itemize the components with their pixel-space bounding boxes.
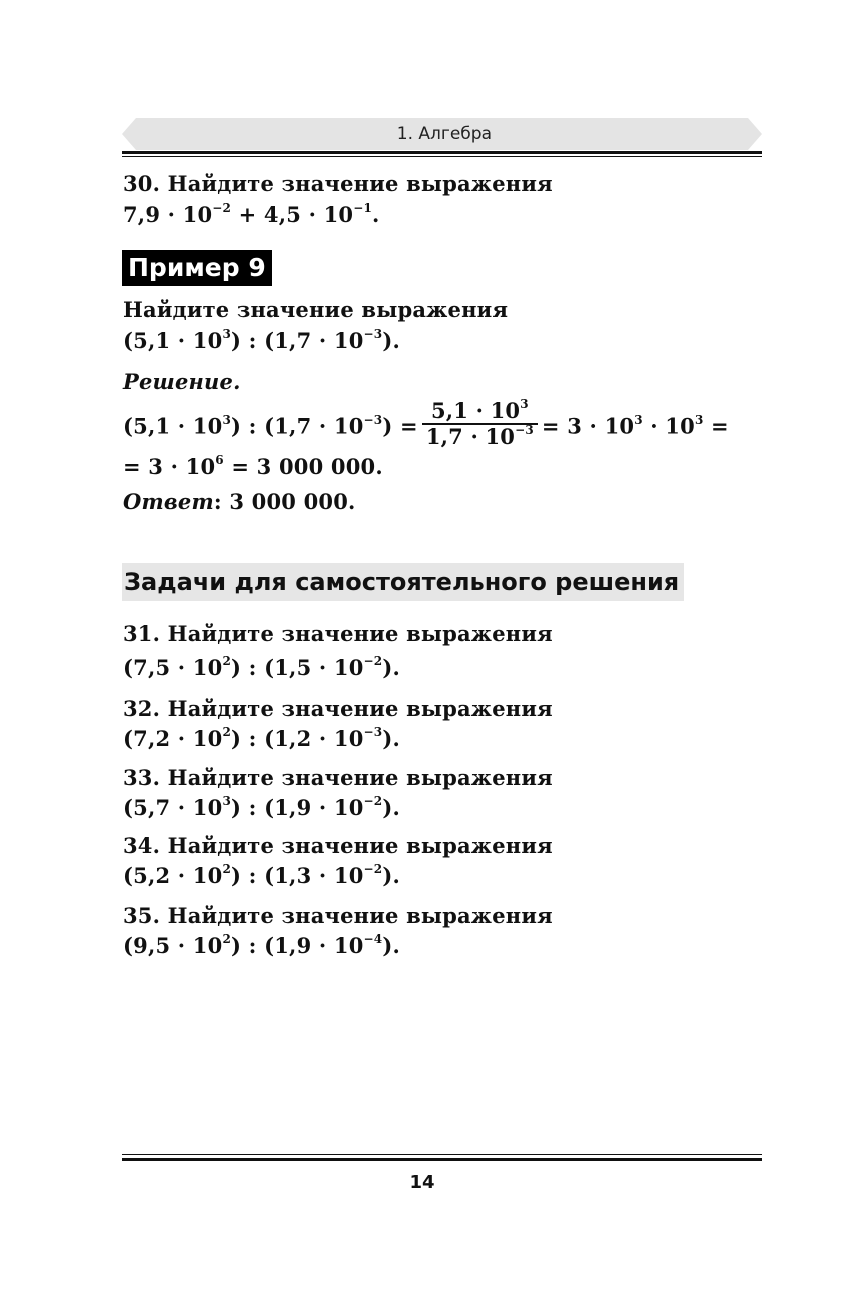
solution-line-1: $(5,1 \cdot 10^3)$ : $(1,7 \cdot 10^{-3})$ = $\frac{5,1 \cdot 10^3}{1,7 \cdot 10^{-3}}$ = $3 \cdot 10^3 \cdot 10^3$ =: [123, 397, 729, 449]
footer-rule-thin: [122, 1154, 762, 1155]
header-rule-thin: [122, 156, 762, 157]
problem-expression: $(5,7 \cdot 10^3)$ : $(1,9 \cdot 10^{-2})$.: [123, 794, 401, 820]
problem-expression: $(7,2 \cdot 10^2)$ : $(1,2 \cdot 10^{-3})$.: [123, 725, 401, 751]
problem-text: Найдите значение выражения: [167, 621, 553, 646]
problem-statement: [123, 765, 553, 790]
example-badge: Пример 9: [122, 250, 272, 286]
problem-statement: [123, 696, 553, 721]
problem-number: 35.: [123, 903, 161, 928]
example-expression: $(5,1 \cdot 10^3)$ : $(1,7 \cdot 10^{-3})$.: [123, 327, 401, 353]
example-statement: Найдите значение выражения: [123, 297, 509, 322]
header-rule: [122, 151, 762, 154]
problem-text: Найдите значение выражения: [167, 696, 553, 721]
problem-text: Найдите значение выражения: [167, 765, 553, 790]
footer-rule: [122, 1158, 762, 1161]
problem-number: 34.: [123, 833, 161, 858]
problem-number: 33.: [123, 765, 161, 790]
header-title: 1. Алгебра: [396, 124, 492, 144]
problem-text: Найдите значение выражения: [167, 903, 553, 928]
answer-value: : 3 000 000.: [213, 489, 356, 514]
problem-expression: $(7,5 \cdot 10^2)$ : $(1,5 \cdot 10^{-2})$.: [123, 654, 401, 680]
problem-statement: [123, 833, 553, 858]
solution-label: Решение.: [123, 369, 241, 394]
solution-line-2: = $3 \cdot 10^6 = 3$ 000 000.: [123, 453, 383, 479]
problem-number: 32.: [123, 696, 161, 721]
running-header: [122, 118, 762, 150]
problem-text: Найдите значение выражения: [167, 833, 553, 858]
problem-statement: [123, 903, 553, 928]
page-number: 14: [409, 1172, 435, 1193]
section-title: Задачи для самостоятельного решения: [122, 563, 684, 601]
answer-line: [123, 489, 356, 514]
problem-expression: $(5,2 \cdot 10^2)$ : $(1,3 \cdot 10^{-2})$.: [123, 862, 401, 888]
problem-30-statement: [123, 171, 553, 196]
problem-text: Найдите значение выражения: [167, 171, 553, 196]
solution-fraction: $\frac{5,1 \cdot 10^3}{1,7 \cdot 10^{-3}}$: [422, 400, 538, 448]
problem-expression: $(9,5 \cdot 10^2)$ : $(1,9 \cdot 10^{-4})$.: [123, 932, 401, 958]
problem-statement: [123, 621, 553, 646]
problem-number: 30.: [123, 171, 161, 196]
problem-30-expression: $7,9 \cdot 10^{-2} + 4,5 \cdot 10^{-1}$.: [123, 201, 380, 227]
problem-number: 31.: [123, 621, 161, 646]
answer-label: Ответ: [123, 489, 214, 514]
